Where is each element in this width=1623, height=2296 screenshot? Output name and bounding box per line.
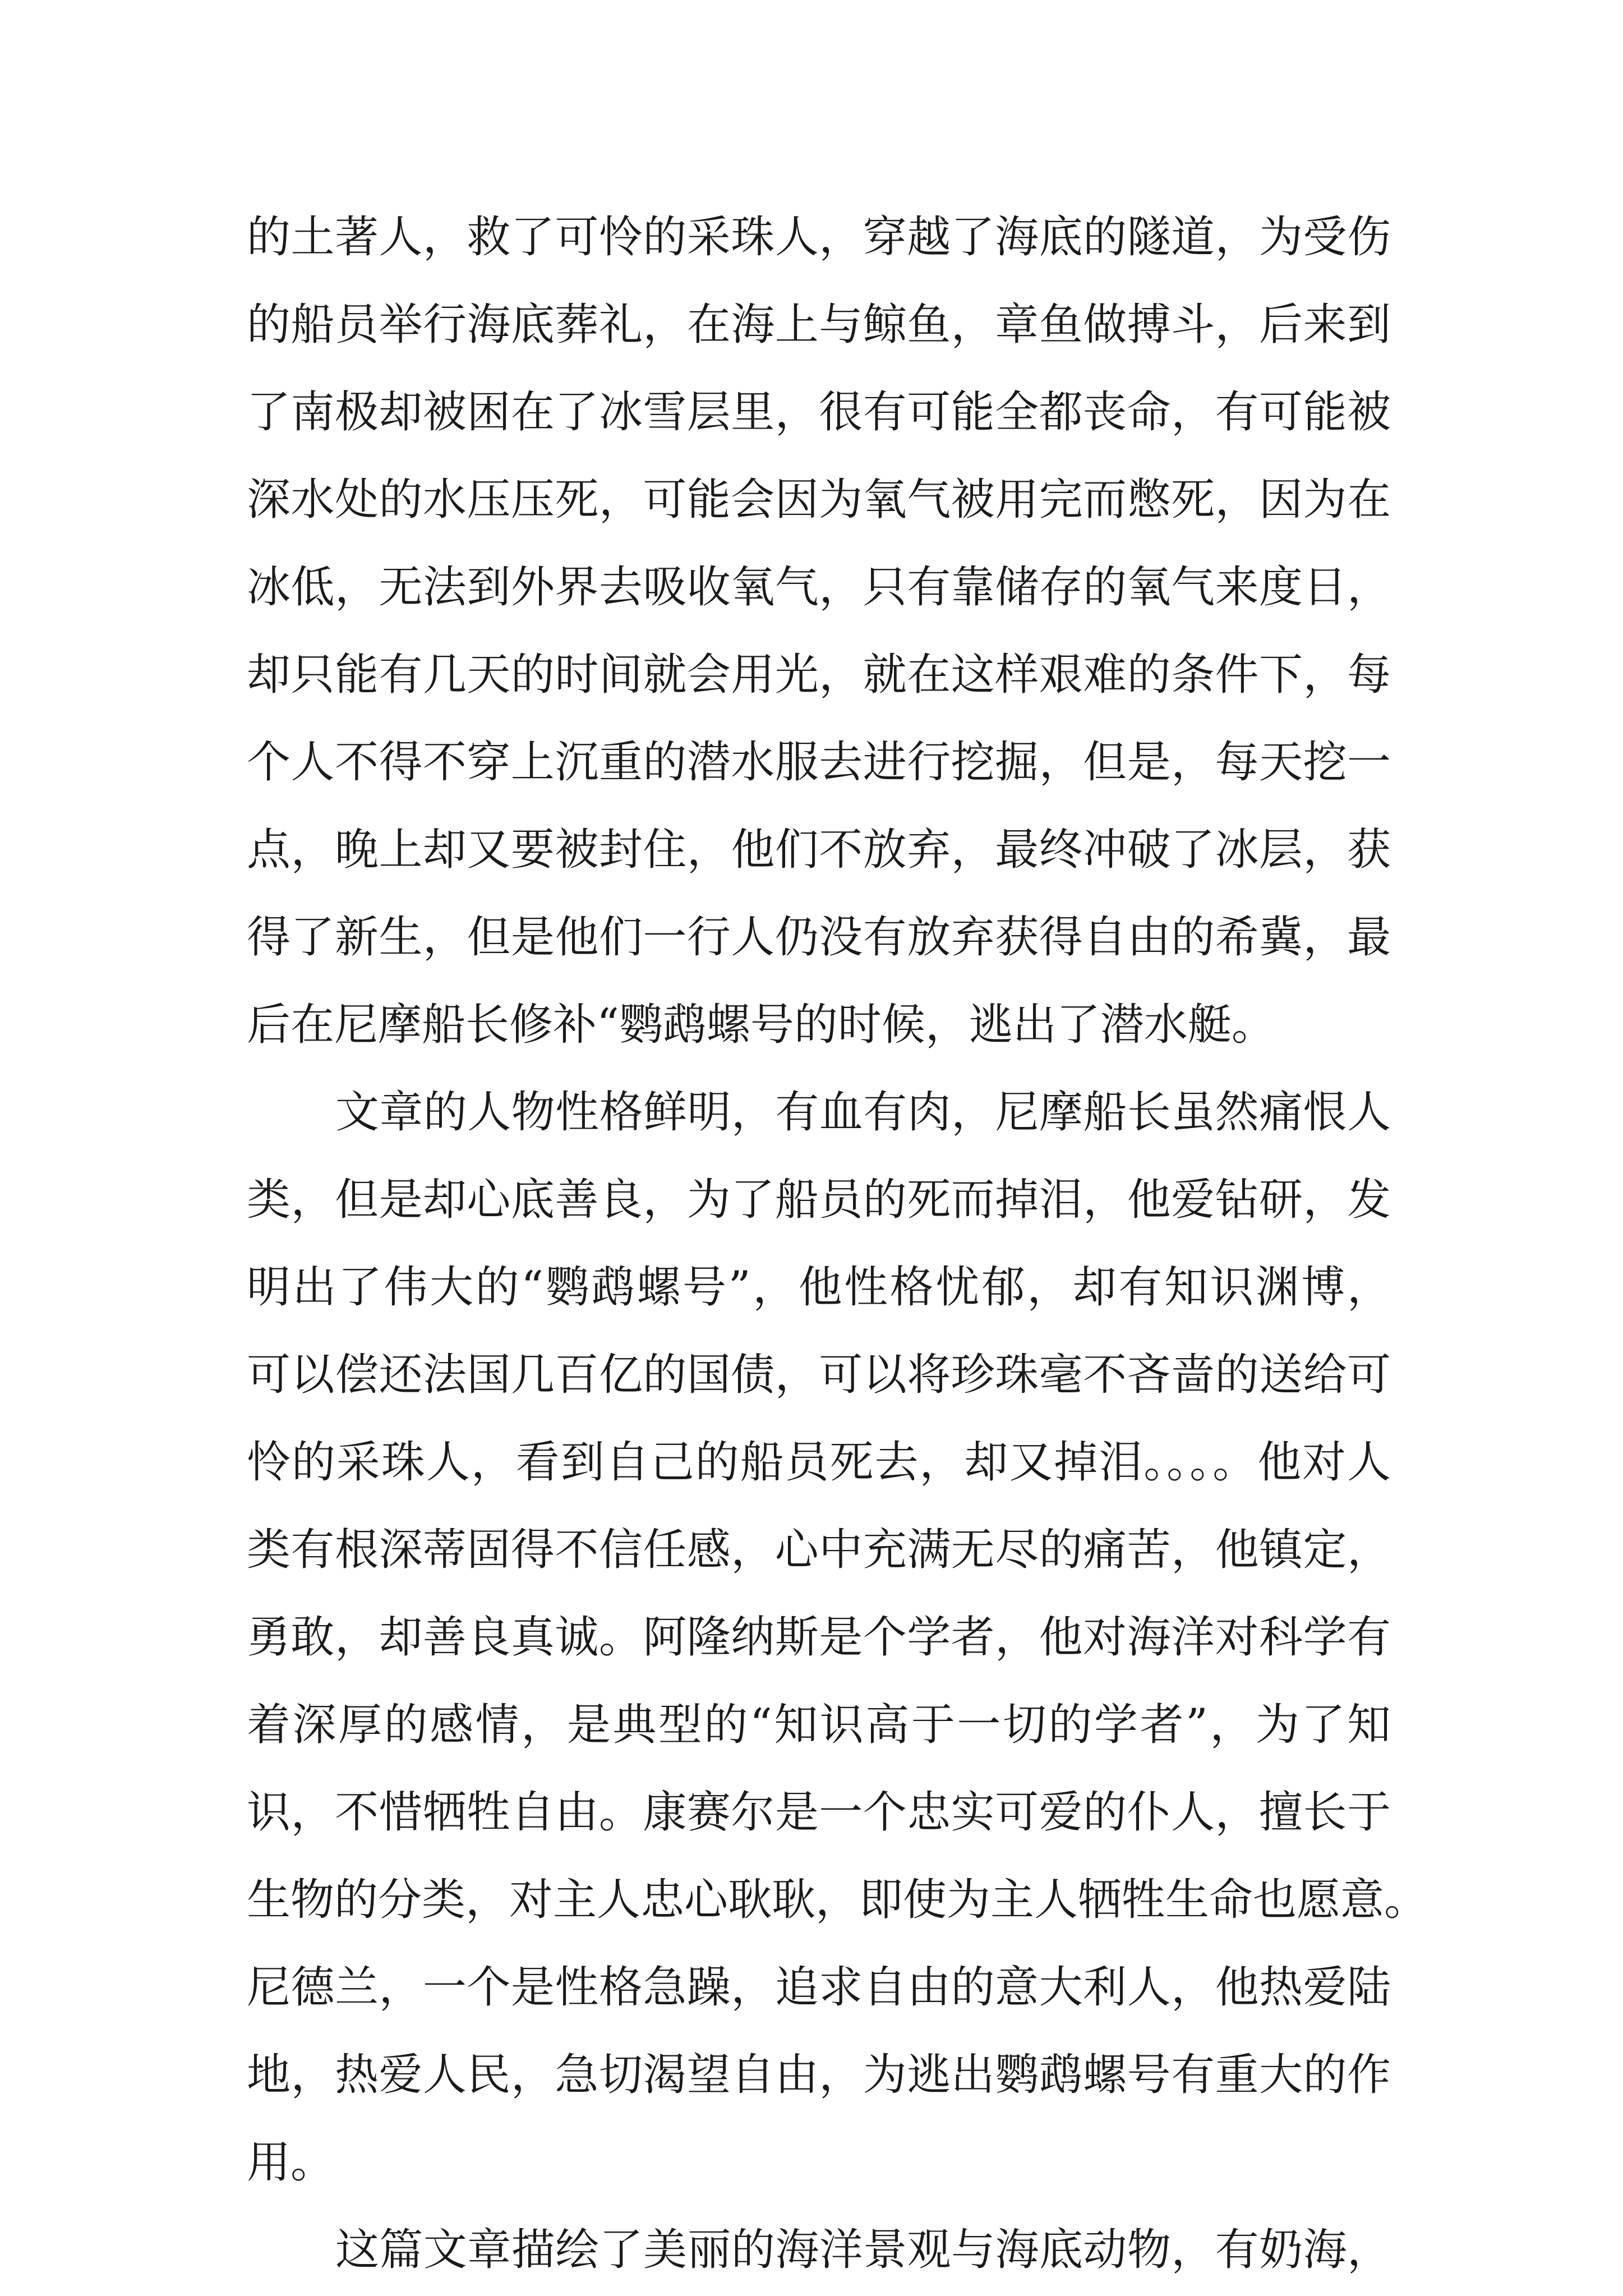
text-line: 点，晚上却又要被封住，他们不放弃，最终冲破了冰层，获 [247, 825, 1391, 875]
text-line: 这篇文章描绘了美丽的海洋景观与海底动物，有奶海， [335, 2225, 1391, 2275]
text-line: 着深厚的感情，是典型的“知识高于一切的学者”，为了知 [247, 1700, 1391, 1750]
text-line: 的船员举行海底葬礼，在海上与鲸鱼，章鱼做搏斗，后来到 [247, 300, 1391, 350]
text-line: 深水处的水压压死，可能会因为氧气被用完而憋死，因为在 [247, 475, 1391, 525]
text-line: 用。 [247, 2137, 335, 2188]
text-line: 后在尼摩船长修补“鹦鹉螺号的时候，逃出了潜水艇。 [247, 1000, 1275, 1050]
text-line: 生物的分类，对主人忠心耿耿，即使为主人牺牲生命也愿意。 [247, 1875, 1428, 1925]
text-line: 尼德兰，一个是性格急躁，追求自由的意大利人，他热爱陆 [247, 1962, 1391, 2013]
text-line: 勇敢，却善良真诚。阿隆纳斯是个学者，他对海洋对科学有 [247, 1612, 1391, 1663]
body-text [247, 194, 1428, 2294]
text-line: 类，但是却心底善良，为了船员的死而掉泪，他爱钻研，发 [247, 1175, 1391, 1225]
text-line: 文章的人物性格鲜明，有血有肉，尼摩船长虽然痛恨人 [335, 1087, 1391, 1138]
text-line: 的土著人，救了可怜的采珠人，穿越了海底的隧道，为受伤 [247, 212, 1391, 263]
text-line: 得了新生，但是他们一行人仍没有放弃获得自由的希冀，最 [247, 912, 1391, 963]
text-line: 可以偿还法国几百亿的国债，可以将珍珠毫不吝啬的送给可 [247, 1350, 1391, 1400]
text-line: 识，不惜牺牲自由。康赛尔是一个忠实可爱的仆人，擅长于 [247, 1787, 1391, 1838]
text-line: 地，热爱人民，急切渴望自由，为逃出鹦鹉螺号有重大的作 [247, 2050, 1391, 2100]
text-line: 了南极却被困在了冰雪层里，很有可能全都丧命，有可能被 [247, 387, 1391, 438]
text-line: 个人不得不穿上沉重的潜水服去进行挖掘，但是，每天挖一 [247, 737, 1391, 788]
text-line: 类有根深蒂固得不信任感，心中充满无尽的痛苦，他镇定， [247, 1525, 1391, 1575]
text-line: 冰低，无法到外界去吸收氧气，只有靠储存的氧气来度日， [247, 562, 1391, 613]
text-line: 怜的采珠人，看到自己的船员死去，却又掉泪。。。。他对人 [247, 1437, 1391, 1488]
text-line: 却只能有几天的时间就会用光，就在这样艰难的条件下，每 [247, 650, 1391, 700]
text-line: 明出了伟大的“鹦鹉螺号”，他性格忧郁，却有知识渊博， [247, 1262, 1391, 1313]
